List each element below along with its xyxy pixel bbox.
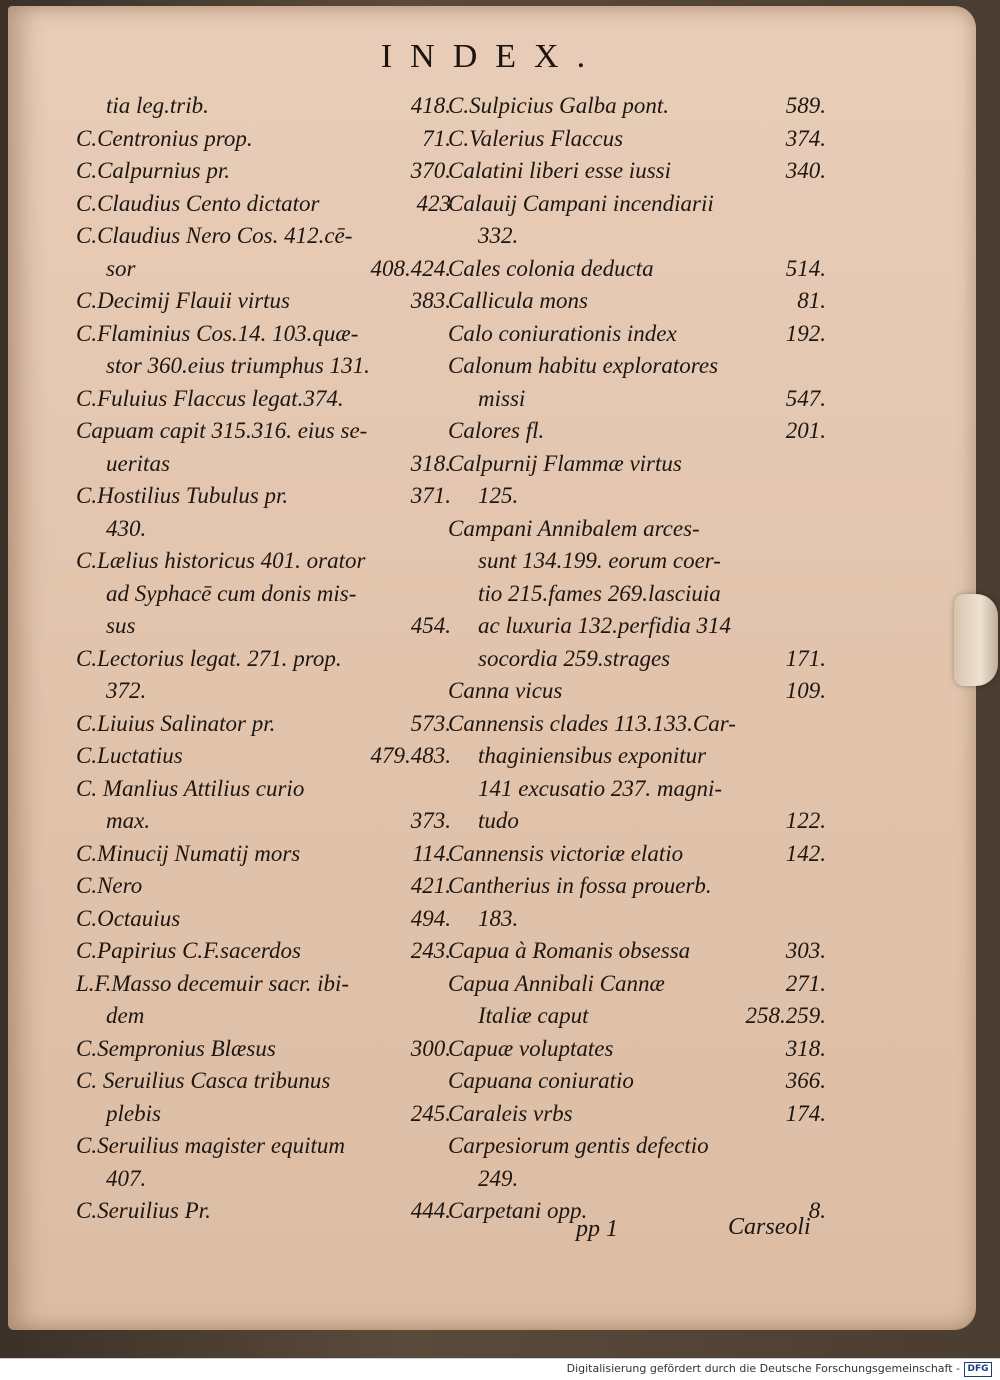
entry-text: Calauij Campani incendiarii — [448, 190, 714, 216]
entry-text: C.Nero — [76, 873, 143, 898]
entry-page-number: 174. — [785, 1100, 826, 1126]
entry-page-number: 201. — [785, 418, 826, 443]
entry-text: Cannensis victoriæ elatio — [448, 840, 684, 866]
index-entry — [448, 480, 826, 513]
index-column-right — [448, 90, 826, 1228]
entry-page-number: 366. — [785, 1068, 826, 1093]
entry-text: plebis — [106, 1100, 161, 1126]
entry-text: Calo coniurationis index — [448, 320, 677, 346]
entry-text: Cantherius in fossa prouerb. — [448, 873, 712, 898]
index-entry — [76, 708, 451, 741]
entry-page-number: 454. — [410, 613, 451, 638]
entry-page-number: 109. — [785, 678, 826, 703]
index-entry — [448, 448, 826, 481]
index-entry — [76, 318, 451, 351]
entry-page-number: 408.424. — [370, 255, 451, 281]
index-entry — [448, 1065, 826, 1098]
entry-text: sunt 134.199. eorum coer- — [478, 548, 721, 573]
entry-text: tudo — [478, 808, 519, 833]
entry-page-number: 318. — [410, 450, 451, 476]
entry-text: Carpesiorum gentis defectio — [448, 1133, 709, 1158]
index-entry — [448, 383, 826, 416]
entry-text: C.Centronius prop. — [76, 125, 253, 151]
index-entry — [76, 838, 451, 871]
entry-text: C.Claudius Nero Cos. 412.cē- — [76, 223, 353, 248]
index-entry — [448, 545, 826, 578]
index-entry — [448, 415, 826, 448]
index-entry — [76, 155, 451, 188]
entry-page-number: 494. — [410, 905, 451, 931]
entry-text: missi — [478, 385, 526, 411]
index-entry — [76, 383, 451, 416]
entry-page-number: 421. — [410, 873, 451, 898]
index-entry — [448, 1033, 826, 1066]
index-entry — [76, 220, 451, 253]
entry-text: C.Sempronius Blæsus — [76, 1035, 276, 1061]
entry-page-number: 514. — [785, 255, 826, 281]
index-entry — [76, 870, 451, 903]
index-entry — [448, 1130, 826, 1163]
index-entry — [448, 675, 826, 708]
entry-page-number: 383. — [410, 288, 451, 313]
entry-text: 372. — [106, 678, 147, 703]
digitization-footer — [0, 1358, 1000, 1380]
entry-text: Capuana coniuratio — [448, 1068, 634, 1093]
index-entry — [448, 968, 826, 1001]
entry-text: Capua à Romanis obsessa — [448, 938, 691, 963]
entry-page-number: 243. — [410, 938, 451, 963]
entry-text: tio 215.fames 269.lasciuia — [478, 580, 721, 606]
entry-text: Calores fl. — [448, 418, 545, 443]
entry-text: 430. — [106, 515, 147, 541]
entry-text: C.Fuluius Flaccus legat.374. — [76, 385, 344, 411]
entry-text: Capua Annibali Cannæ — [448, 970, 665, 996]
entry-page-number: 271. — [785, 970, 826, 996]
entry-text: socordia 259.strages — [478, 645, 671, 671]
index-entry — [448, 123, 826, 156]
entry-text: C.Seruilius Pr. — [76, 1198, 211, 1223]
entry-text: sus — [106, 613, 136, 638]
index-entry — [448, 740, 826, 773]
entry-page-number: 589. — [785, 93, 826, 118]
entry-text: C.Sulpicius Galba pont. — [448, 93, 670, 118]
entry-page-number: 142. — [785, 840, 826, 866]
index-entry — [448, 578, 826, 611]
entry-text: ad Syphacē cum donis mis- — [106, 580, 357, 606]
entry-page-number: 444. — [410, 1198, 451, 1223]
dfg-logo: DFG — [964, 1362, 992, 1377]
entry-text: C.Minucij Numatij mors — [76, 840, 301, 866]
entry-text: max. — [106, 808, 151, 833]
entry-text: C.Papirius C.F.sacerdos — [76, 938, 301, 963]
entry-text: Italiæ caput — [478, 1003, 589, 1028]
index-entry — [76, 578, 451, 611]
entry-text: Cannensis clades 113.133.Car- — [448, 710, 736, 736]
entry-page-number: 370. — [410, 158, 451, 183]
index-entry — [448, 220, 826, 253]
index-entry — [76, 1033, 451, 1066]
index-entry — [448, 285, 826, 318]
index-entry — [76, 545, 451, 578]
index-entry — [448, 350, 826, 383]
entry-text: C.Octauius — [76, 905, 181, 931]
entry-text: 141 excusatio 237. magni- — [478, 775, 723, 801]
entry-text: C.Lælius historicus 401. orator — [76, 548, 366, 573]
entry-text: C.Liuius Salinator pr. — [76, 710, 276, 736]
entry-page-number: 171. — [785, 645, 826, 671]
entry-text: ueritas — [106, 450, 170, 476]
index-entry — [76, 285, 451, 318]
entry-text: 125. — [478, 483, 519, 508]
entry-page-number: 303. — [785, 938, 826, 963]
index-entry — [76, 188, 451, 221]
entry-text: C.Seruilius magister equitum — [76, 1133, 345, 1158]
index-entry — [448, 643, 826, 676]
index-entry — [76, 1195, 451, 1228]
index-entry — [76, 643, 451, 676]
index-entry — [448, 513, 826, 546]
entry-page-number: 81. — [797, 288, 826, 313]
index-entry — [448, 773, 826, 806]
catchword: Carseoli — [728, 1214, 811, 1240]
entry-text: C.Claudius Cento dictator — [76, 190, 320, 216]
entry-text: Carpetani opp. — [448, 1198, 588, 1223]
index-entry — [448, 253, 826, 286]
entry-text: 407. — [106, 1165, 147, 1191]
entry-text: C.Hostilius Tubulus pr. — [76, 483, 289, 508]
index-entry — [448, 188, 826, 221]
index-entry — [76, 935, 451, 968]
index-entry — [76, 123, 451, 156]
signature-mark: pp 1 — [576, 1216, 618, 1242]
entry-page-number: 114. — [412, 840, 451, 866]
entry-text: Callicula mons — [448, 288, 588, 313]
entry-text: C.Flaminius Cos.14. 103.quæ- — [76, 320, 359, 346]
entry-page-number: 258.259. — [745, 1003, 826, 1028]
index-entry — [76, 1163, 451, 1196]
index-entry — [76, 513, 451, 546]
index-entry — [76, 1000, 451, 1033]
entry-text: dem — [106, 1003, 145, 1028]
index-entry — [448, 870, 826, 903]
index-entry — [76, 415, 451, 448]
entry-text: C.Valerius Flaccus — [448, 125, 624, 151]
index-entry — [76, 350, 451, 383]
index-column-left — [76, 90, 451, 1228]
entry-page-number: 374. — [785, 125, 826, 151]
index-entry — [448, 708, 826, 741]
entry-text: Cales colonia deducta — [448, 255, 654, 281]
page-header: INDEX. — [380, 38, 604, 75]
entry-text: Capuam capit 315.316. eius se- — [76, 418, 368, 443]
index-entry — [76, 1098, 451, 1131]
index-entry — [76, 1130, 451, 1163]
entry-text: Caraleis vrbs — [448, 1100, 573, 1126]
index-entry — [76, 773, 451, 806]
entry-text: C.Decimij Flauii virtus — [76, 288, 291, 313]
entry-page-number: 340. — [785, 158, 826, 183]
index-entry — [76, 805, 451, 838]
index-entry — [76, 253, 451, 286]
index-entry — [76, 480, 451, 513]
index-entry — [448, 935, 826, 968]
entry-text: tia leg.trib. — [106, 93, 209, 118]
index-entry — [448, 1163, 826, 1196]
entry-text: Calonum habitu exploratores — [448, 353, 719, 378]
entry-text: Campani Annibalem arces- — [448, 515, 700, 541]
entry-page-number: 71. — [422, 125, 451, 151]
entry-page-number: 573. — [410, 710, 451, 736]
index-entry — [448, 318, 826, 351]
entry-page-number: 318. — [785, 1035, 826, 1061]
index-entry — [448, 155, 826, 188]
index-entry — [448, 90, 826, 123]
index-entry — [76, 610, 451, 643]
entry-page-number: 479.483. — [370, 743, 451, 768]
entry-text: C. Seruilius Casca tribunus — [76, 1068, 331, 1093]
entry-text: 249. — [478, 1165, 519, 1191]
entry-page-number: 245. — [410, 1100, 451, 1126]
entry-page-number: 192. — [785, 320, 826, 346]
entry-text: Capuæ voluptates — [448, 1035, 614, 1061]
index-entry — [76, 968, 451, 1001]
entry-text: L.F.Masso decemuir sacr. ibi- — [76, 970, 350, 996]
entry-page-number: 418. — [410, 93, 451, 118]
index-entry — [76, 740, 451, 773]
book-page — [8, 6, 976, 1330]
index-entry — [448, 1000, 826, 1033]
index-entry — [448, 610, 826, 643]
entry-page-number: 8. — [808, 1198, 826, 1223]
index-entry — [76, 90, 451, 123]
index-entry — [76, 1065, 451, 1098]
entry-text: Calatini liberi esse iussi — [448, 158, 671, 183]
entry-page-number: 300. — [410, 1035, 451, 1061]
entry-text: C. Manlius Attilius curio — [76, 775, 305, 801]
index-entry — [448, 805, 826, 838]
entry-text: C.Lectorius legat. 271. prop. — [76, 645, 342, 671]
entry-text: C.Luctatius — [76, 743, 183, 768]
entry-text: Canna vicus — [448, 678, 563, 703]
index-entry — [76, 903, 451, 936]
page-clip — [954, 594, 998, 686]
entry-text: thaginiensibus exponitur — [478, 743, 707, 768]
index-entry — [448, 903, 826, 936]
index-entry — [76, 675, 451, 708]
entry-text: 183. — [478, 905, 519, 931]
entry-page-number: 371. — [410, 483, 451, 508]
entry-page-number: 373. — [410, 808, 451, 833]
entry-page-number: 547. — [785, 385, 826, 411]
entry-text: sor — [106, 255, 136, 281]
entry-text: stor 360.eius triumphus 131. — [106, 353, 370, 378]
index-entry — [76, 448, 451, 481]
footer-credit: Digitalisierung gefördert durch die Deutsche Forschungsgemeinschaft - — [566, 1362, 960, 1375]
entry-page-number: 423 — [416, 190, 451, 216]
entry-text: Calpurnij Flammæ virtus — [448, 450, 682, 476]
index-entry — [448, 1098, 826, 1131]
entry-page-number: 122. — [785, 808, 826, 833]
entry-text: ac luxuria 132.perfidia 314 — [478, 613, 731, 638]
entry-text: C.Calpurnius pr. — [76, 158, 231, 183]
entry-text: 332. — [478, 223, 519, 248]
index-entry — [448, 838, 826, 871]
